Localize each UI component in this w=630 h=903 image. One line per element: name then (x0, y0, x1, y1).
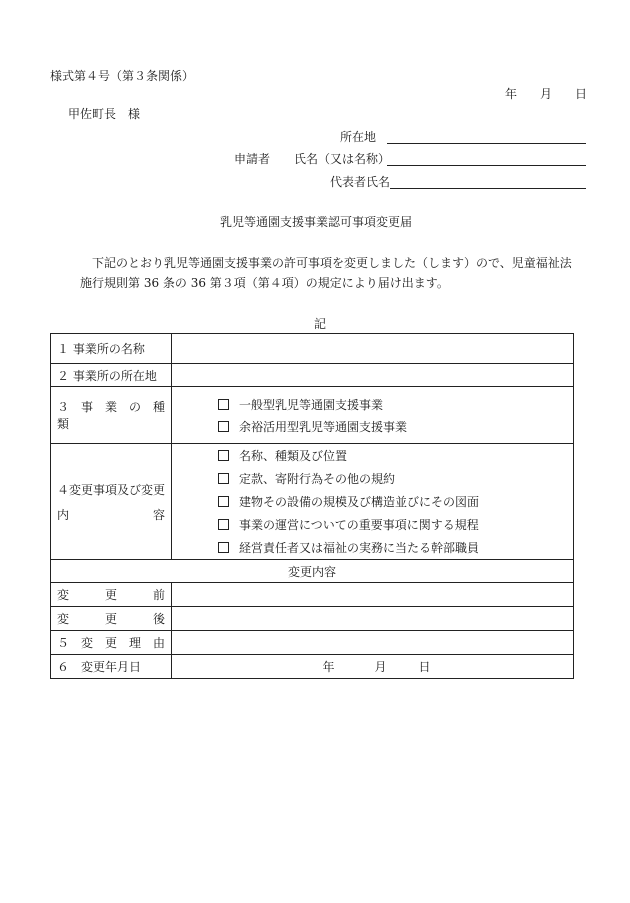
change-item-option (172, 490, 573, 513)
checkbox[interactable] (218, 399, 229, 410)
change-item-option (172, 467, 573, 490)
change-date-label: ６ 変更年月日 (51, 655, 172, 679)
document-title: 乳児等通園支援事業認可事項変更届 (220, 215, 413, 229)
change-date-fields (172, 658, 573, 675)
checkbox[interactable] (218, 496, 229, 507)
row-change-date (51, 655, 574, 679)
address-label: 所在地 (340, 130, 377, 144)
change-items-options (172, 444, 574, 560)
change-date-value[interactable] (172, 655, 574, 679)
body-line-2: 施行規則第 36 条の 36 第３項（第４項）の規定により届け出ます。 (80, 276, 449, 290)
option-label: 建物その設備の規模及び構造並びにその図面 (239, 495, 480, 509)
business-type-options (172, 387, 574, 444)
name-label: 氏名（又は名称） (294, 152, 391, 166)
option-label: 経営責任者又は福祉の実務に当たる幹部職員 (239, 541, 480, 555)
change-date-month: 月 (374, 660, 387, 674)
form-table (50, 333, 574, 679)
checkbox[interactable] (218, 473, 229, 484)
change-contents-header: 変更内容 (51, 560, 574, 583)
change-item-option (172, 513, 573, 536)
checkbox[interactable] (218, 450, 229, 461)
after-value[interactable] (172, 607, 574, 631)
option-label: 名称、種類及び位置 (239, 449, 348, 463)
option-label: 一般型乳児等通園支援事業 (239, 397, 384, 412)
option-label: 事業の運営についての重要事項に関する規程 (239, 518, 479, 532)
addressee: 甲佐町長 様 (68, 107, 141, 121)
facility-address-value[interactable] (172, 364, 574, 387)
checkbox[interactable] (218, 421, 229, 432)
row-before (51, 583, 574, 607)
row-facility-name (51, 334, 574, 364)
row-reason (51, 631, 574, 655)
date-year: 年 (505, 87, 518, 101)
row-change-items (51, 444, 574, 560)
business-type-option (172, 393, 573, 415)
facility-name-value[interactable] (172, 334, 574, 364)
representative-label: 代表者氏名 (330, 175, 391, 189)
row-change-contents-header (51, 560, 574, 583)
change-item-option (172, 536, 573, 559)
name-field[interactable] (387, 165, 586, 166)
facility-address-label: ２ 事業所の所在地 (51, 364, 172, 387)
option-label: 定款、寄附行為その他の規約 (239, 472, 396, 486)
before-label: 変 更 前 (51, 583, 172, 607)
address-field[interactable] (387, 143, 586, 144)
change-items-label (51, 444, 172, 560)
change-items-label-line2: 内 容 (57, 507, 165, 522)
change-date-year: 年 (322, 660, 335, 674)
change-date-day: 日 (418, 660, 431, 674)
date-day: 日 (575, 87, 588, 101)
business-type-option (172, 415, 573, 437)
reason-value[interactable] (172, 631, 574, 655)
row-after (51, 607, 574, 631)
row-facility-address (51, 364, 574, 387)
date-month: 月 (540, 87, 553, 101)
applicant-label: 申請者 (234, 152, 271, 166)
representative-field[interactable] (390, 188, 586, 189)
form-number: 様式第４号（第３条関係） (50, 69, 195, 83)
ki-heading: 記 (314, 317, 327, 331)
checkbox[interactable] (218, 542, 229, 553)
change-items-label-line1: ４変更事項及び変更 (57, 482, 166, 497)
row-business-type (51, 387, 574, 444)
body-line-1: 下記のとおり乳児等通園支援事業の許可事項を変更しました（します）ので、児童福祉法 (92, 256, 572, 270)
change-item-option (172, 444, 573, 467)
option-label: 余裕活用型乳児等通園支援事業 (239, 419, 408, 434)
business-type-label: ３ 事 業 の 種 類 (51, 387, 172, 444)
checkbox[interactable] (218, 519, 229, 530)
facility-name-label: １ 事業所の名称 (51, 334, 172, 364)
after-label: 変 更 後 (51, 607, 172, 631)
before-value[interactable] (172, 583, 574, 607)
reason-label: ５ 変 更 理 由 (51, 631, 172, 655)
